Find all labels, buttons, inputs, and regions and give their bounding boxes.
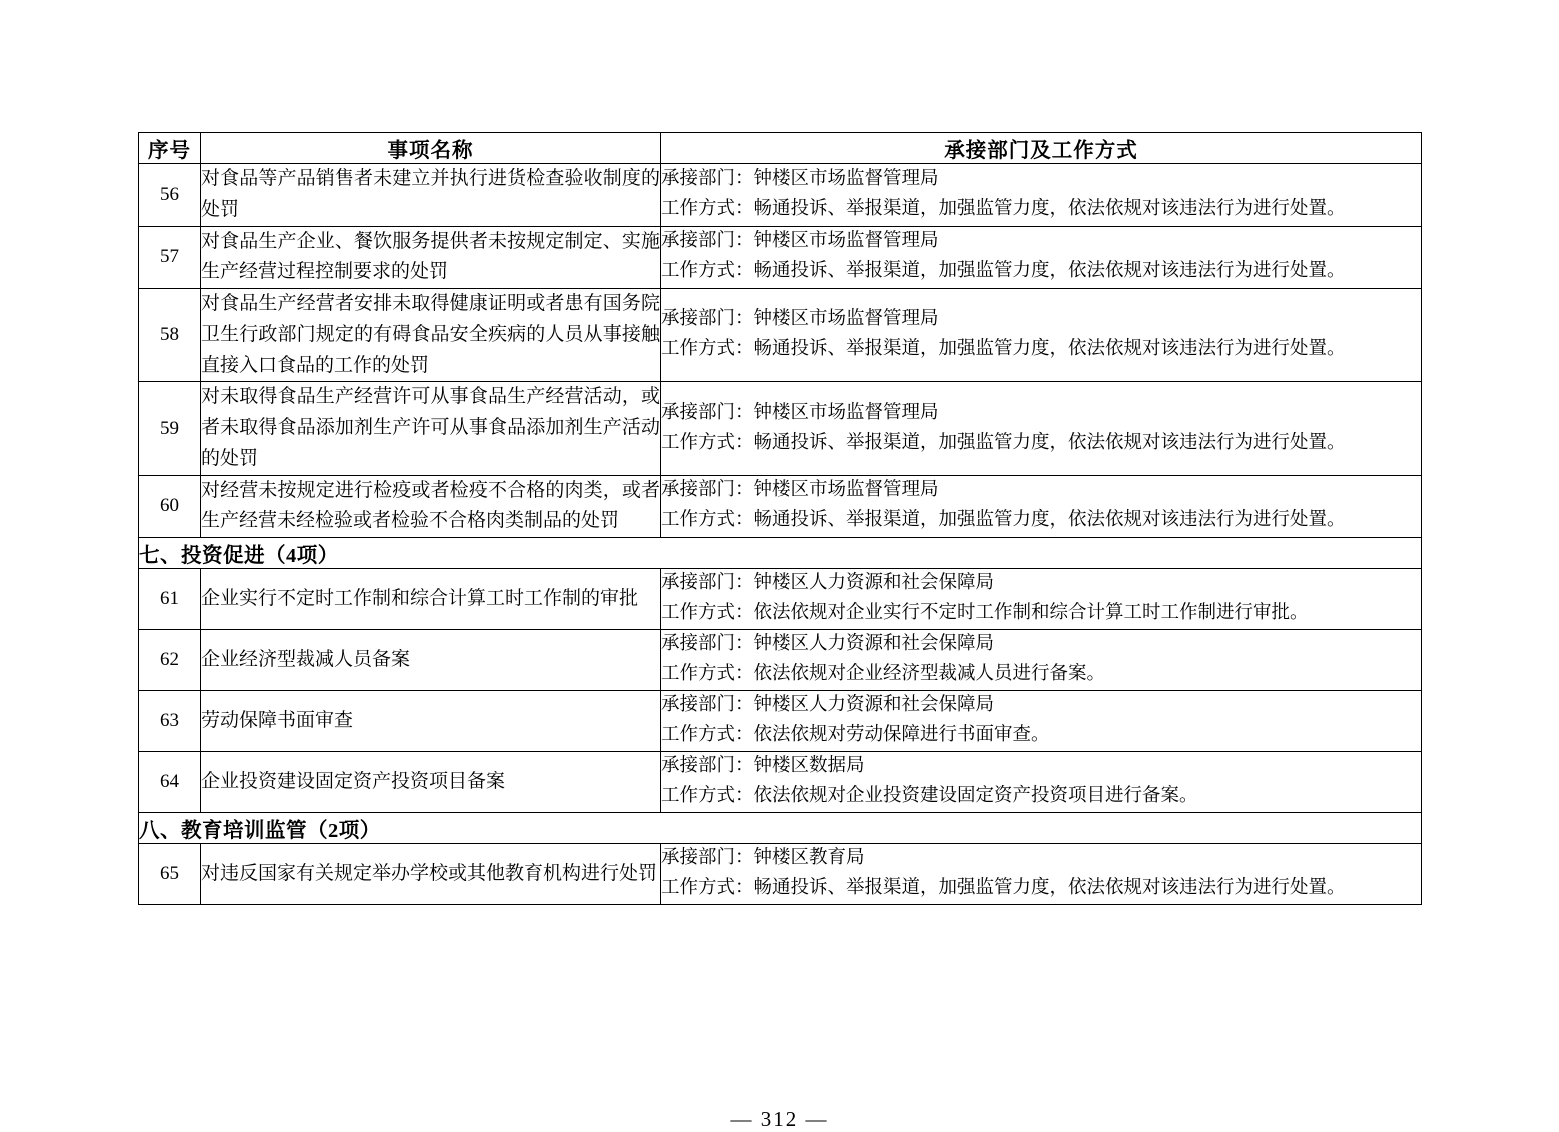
row-item-name: 对未取得食品生产经营许可从事食品生产经营活动，或者未取得食品添加剂生产许可从事食品添加剂生产活动的处罚 bbox=[201, 382, 661, 475]
dept-value: 钟楼区市场监督管理局 bbox=[753, 402, 939, 423]
method-line bbox=[661, 257, 1421, 287]
method-line bbox=[661, 335, 1421, 365]
method-label: 工作方式： bbox=[661, 725, 754, 746]
table-row bbox=[139, 569, 1422, 630]
dept-line bbox=[661, 476, 1421, 506]
row-item-name: 企业投资建设固定资产投资项目备案 bbox=[201, 752, 661, 813]
table-row bbox=[139, 843, 1422, 904]
row-dept-method bbox=[661, 569, 1422, 630]
page-number: — 312 — bbox=[730, 1107, 829, 1131]
dept-value: 钟楼区人力资源和社会保障局 bbox=[753, 634, 995, 655]
method-label: 工作方式： bbox=[661, 603, 754, 624]
dept-value: 钟楼区市场监督管理局 bbox=[753, 309, 939, 330]
method-label: 工作方式： bbox=[661, 664, 754, 685]
items-table bbox=[138, 132, 1422, 905]
dept-value: 钟楼区市场监督管理局 bbox=[753, 168, 939, 189]
row-item-name: 企业经济型裁减人员备案 bbox=[201, 630, 661, 691]
method-value: 畅通投诉、举报渠道，加强监管力度，依法依规对该违法行为进行处置。 bbox=[753, 877, 1346, 898]
dept-label: 承接部门： bbox=[661, 634, 754, 655]
row-dept-method bbox=[661, 226, 1422, 289]
row-dept-method bbox=[661, 843, 1422, 904]
section-row bbox=[139, 538, 1422, 569]
dept-label: 承接部门： bbox=[661, 402, 754, 423]
table-row bbox=[139, 752, 1422, 813]
column-header-name: 事项名称 bbox=[201, 133, 661, 164]
row-item-name: 对食品生产经营者安排未取得健康证明或者患有国务院卫生行政部门规定的有碍食品安全疾病的人员从事接触直接入口食品的工作的处罚 bbox=[201, 289, 661, 382]
dept-line bbox=[661, 399, 1421, 429]
dept-value: 钟楼区人力资源和社会保障局 bbox=[753, 573, 995, 594]
method-label: 工作方式： bbox=[661, 510, 754, 531]
dept-label: 承接部门： bbox=[661, 168, 754, 189]
row-item-name: 劳动保障书面审查 bbox=[201, 691, 661, 752]
dept-line bbox=[661, 752, 1421, 782]
row-dept-method bbox=[661, 691, 1422, 752]
table-row bbox=[139, 289, 1422, 382]
column-header-no: 序号 bbox=[139, 133, 201, 164]
dept-label: 承接部门： bbox=[661, 309, 754, 330]
row-number: 57 bbox=[139, 226, 201, 289]
dept-value: 钟楼区教育局 bbox=[753, 847, 865, 868]
dept-value: 钟楼区数据局 bbox=[753, 756, 865, 776]
method-line bbox=[661, 195, 1421, 225]
method-value: 依法依规对企业实行不定时工作制和综合计算工时工作制进行审批。 bbox=[753, 603, 1309, 624]
row-number: 61 bbox=[139, 569, 201, 630]
method-line bbox=[661, 429, 1421, 459]
row-dept-method bbox=[661, 164, 1422, 227]
row-number: 65 bbox=[139, 843, 201, 904]
row-dept-method bbox=[661, 475, 1422, 538]
method-label: 工作方式： bbox=[661, 877, 754, 898]
dept-line bbox=[661, 165, 1421, 195]
method-value: 畅通投诉、举报渠道，加强监管力度，依法依规对该违法行为进行处置。 bbox=[753, 261, 1346, 282]
method-value: 畅通投诉、举报渠道，加强监管力度，依法依规对该违法行为进行处置。 bbox=[753, 339, 1346, 360]
method-line bbox=[661, 599, 1421, 629]
method-line bbox=[661, 874, 1421, 904]
dept-label: 承接部门： bbox=[661, 573, 754, 594]
table-header bbox=[139, 133, 1422, 164]
method-label: 工作方式： bbox=[661, 785, 754, 806]
dept-line bbox=[661, 844, 1421, 874]
row-item-name: 对违反国家有关规定举办学校或其他教育机构进行处罚 bbox=[201, 843, 661, 904]
row-item-name: 对经营未按规定进行检疫或者检疫不合格的肉类，或者生产经营未经检验或者检验不合格肉类制品的处罚 bbox=[201, 475, 661, 538]
dept-line bbox=[661, 630, 1421, 660]
dept-label: 承接部门： bbox=[661, 756, 754, 776]
dept-line bbox=[661, 227, 1421, 257]
method-value: 畅通投诉、举报渠道，加强监管力度，依法依规对该违法行为进行处置。 bbox=[753, 198, 1346, 219]
row-dept-method bbox=[661, 289, 1422, 382]
table-row bbox=[139, 226, 1422, 289]
table-row bbox=[139, 475, 1422, 538]
row-number: 58 bbox=[139, 289, 201, 382]
dept-line bbox=[661, 569, 1421, 599]
section-row bbox=[139, 812, 1422, 843]
dept-line bbox=[661, 305, 1421, 335]
document-page bbox=[138, 132, 1421, 1131]
method-label: 工作方式： bbox=[661, 432, 754, 453]
row-dept-method bbox=[661, 382, 1422, 475]
dept-value: 钟楼区人力资源和社会保障局 bbox=[753, 695, 995, 716]
method-value: 依法依规对企业投资建设固定资产投资项目进行备案。 bbox=[753, 785, 1198, 806]
section-title: 八、教育培训监管（2项） bbox=[139, 812, 1422, 843]
table-row bbox=[139, 164, 1422, 227]
table-row bbox=[139, 691, 1422, 752]
row-number: 62 bbox=[139, 630, 201, 691]
method-line bbox=[661, 506, 1421, 536]
dept-label: 承接部门： bbox=[661, 480, 754, 501]
method-label: 工作方式： bbox=[661, 261, 754, 282]
method-value: 畅通投诉、举报渠道，加强监管力度，依法依规对该违法行为进行处置。 bbox=[753, 432, 1346, 453]
dept-value: 钟楼区市场监督管理局 bbox=[753, 231, 939, 252]
dept-line bbox=[661, 691, 1421, 721]
column-header-dept: 承接部门及工作方式 bbox=[661, 133, 1422, 164]
method-label: 工作方式： bbox=[661, 339, 754, 360]
table-row bbox=[139, 382, 1422, 475]
method-value: 依法依规对劳动保障进行书面审查。 bbox=[753, 725, 1050, 746]
row-number: 60 bbox=[139, 475, 201, 538]
row-dept-method bbox=[661, 752, 1422, 813]
method-line bbox=[661, 721, 1421, 751]
row-item-name: 对食品生产企业、餐饮服务提供者未按规定制定、实施生产经营过程控制要求的处罚 bbox=[201, 226, 661, 289]
method-line bbox=[661, 660, 1421, 690]
row-number: 59 bbox=[139, 382, 201, 475]
row-number: 56 bbox=[139, 164, 201, 227]
row-number: 63 bbox=[139, 691, 201, 752]
row-item-name: 对食品等产品销售者未建立并执行进货检查验收制度的处罚 bbox=[201, 164, 661, 227]
method-label: 工作方式： bbox=[661, 198, 754, 219]
row-dept-method bbox=[661, 630, 1422, 691]
dept-label: 承接部门： bbox=[661, 231, 754, 252]
dept-value: 钟楼区市场监督管理局 bbox=[753, 480, 939, 501]
method-value: 依法依规对企业经济型裁减人员进行备案。 bbox=[753, 664, 1106, 685]
table-row bbox=[139, 630, 1422, 691]
table-body bbox=[139, 164, 1422, 905]
dept-label: 承接部门： bbox=[661, 847, 754, 868]
method-value: 畅通投诉、举报渠道，加强监管力度，依法依规对该违法行为进行处置。 bbox=[753, 510, 1346, 531]
section-title: 七、投资促进（4项） bbox=[139, 538, 1422, 569]
row-number: 64 bbox=[139, 752, 201, 813]
dept-label: 承接部门： bbox=[661, 695, 754, 716]
row-item-name: 企业实行不定时工作制和综合计算工时工作制的审批 bbox=[201, 569, 661, 630]
method-line bbox=[661, 782, 1421, 812]
table-header-row bbox=[139, 133, 1422, 164]
